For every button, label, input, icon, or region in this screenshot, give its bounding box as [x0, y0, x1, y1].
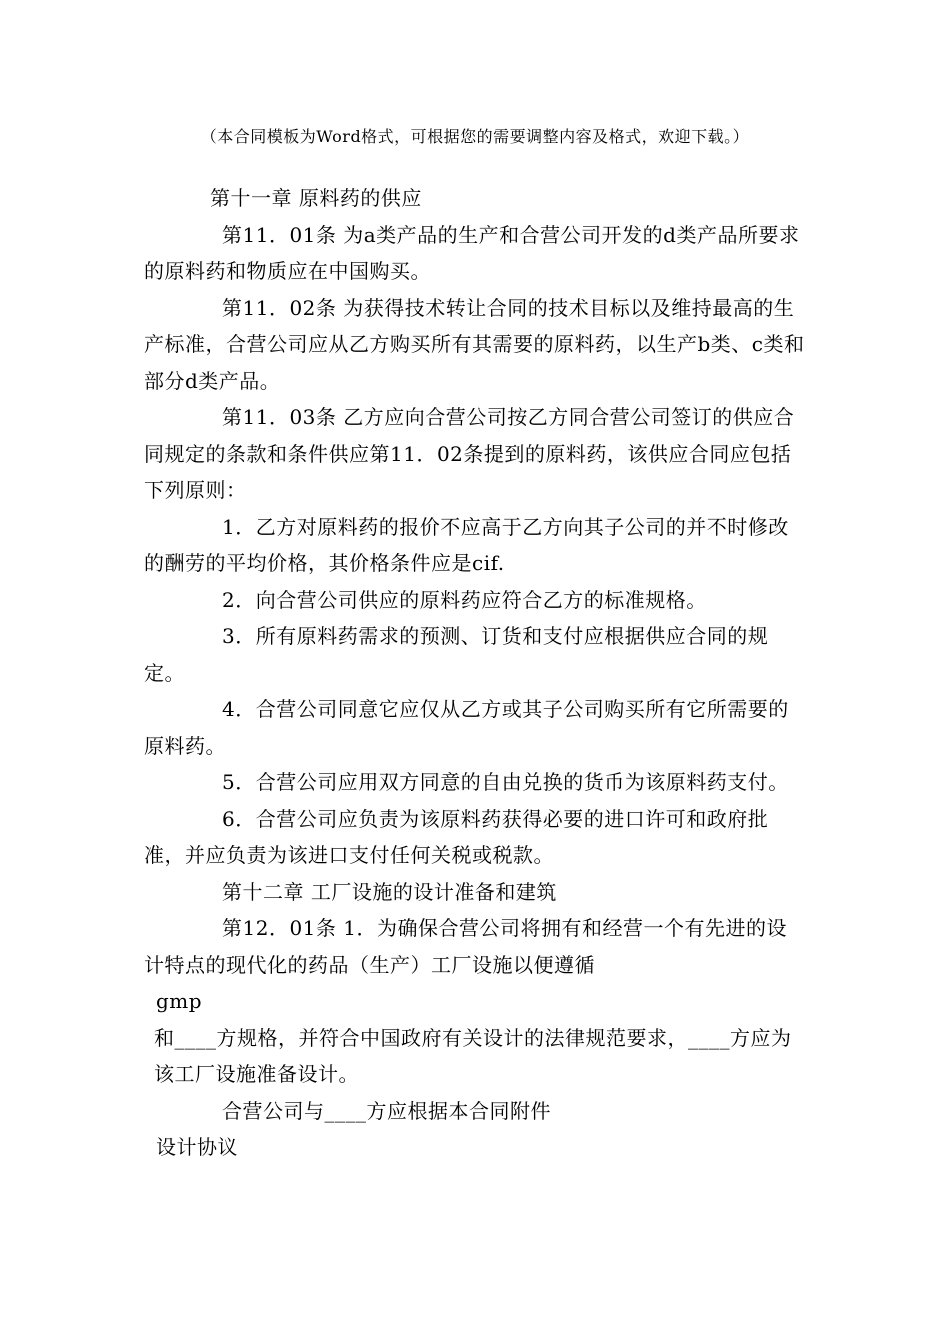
principle-item-3: 3．所有原料药需求的预测、订货和支付应根据供应合同的规定。: [144, 624, 769, 685]
principle-item-5: 5．合营公司应用双方同意的自由兑换的货币为该原料药支付。: [222, 770, 789, 794]
article-11-01: 第11．01条 为a类产品的生产和合营公司开发的d类产品所要求的原料药和物质应在中国购买。: [144, 222, 800, 283]
principle-item-6: 6．合营公司应负责为该原料药获得必要的进口许可和政府批准，并应负责为该进口支付任何关税或税款。: [144, 806, 769, 867]
chapter-11-title: 第十一章 原料药的供应: [210, 186, 422, 210]
contract-body: [144, 180, 806, 1166]
article-11-02: 第11．02条 为获得技术转让合同的技术目标以及维持最高的生产标准，合营公司应从乙方购买所有其需要的原料药，以生产b类、c类和部分d类产品。: [144, 295, 805, 393]
article-12-01: 第12．01条 1．为确保合营公司将拥有和经营一个有先进的设计特点的现代化的药品（生产）工厂设施以便遵循: [144, 916, 787, 977]
principle-item-2: 2．向合营公司供应的原料药应符合乙方的标准规格。: [222, 587, 707, 612]
template-note: （本合同模板为Word格式，可根据您的需要调整内容及格式，欢迎下载。）: [200, 127, 750, 146]
gmp-text: gmp: [156, 989, 203, 1013]
article-11-03: 第11．03条 乙方应向合营公司按乙方同合营公司签订的供应合同规定的条款和条件供应第11．02条提到的原料药，该供应合同应包括下列原则：: [144, 405, 795, 502]
agreement-paragraph: 合营公司与____方应根据本合同附件: [222, 1098, 551, 1123]
chapter-12-title: 第十二章 工厂设施的设计准备和建筑: [222, 879, 557, 904]
principle-item-4: 4．合营公司同意它应仅从乙方或其子公司购买所有它所需要的原料药。: [144, 697, 789, 758]
principle-item-1: 1．乙方对原料药的报价不应高于乙方向其子公司的并不时修改的酬劳的平均价格，其价格条件应是cif.: [144, 514, 789, 575]
article-12-01-continued: 和____方规格，并符合中国政府有关设计的法律规范要求，____方应为该工厂设施准备设计。: [154, 1025, 792, 1086]
design-agreement: 设计协议: [156, 1135, 238, 1159]
